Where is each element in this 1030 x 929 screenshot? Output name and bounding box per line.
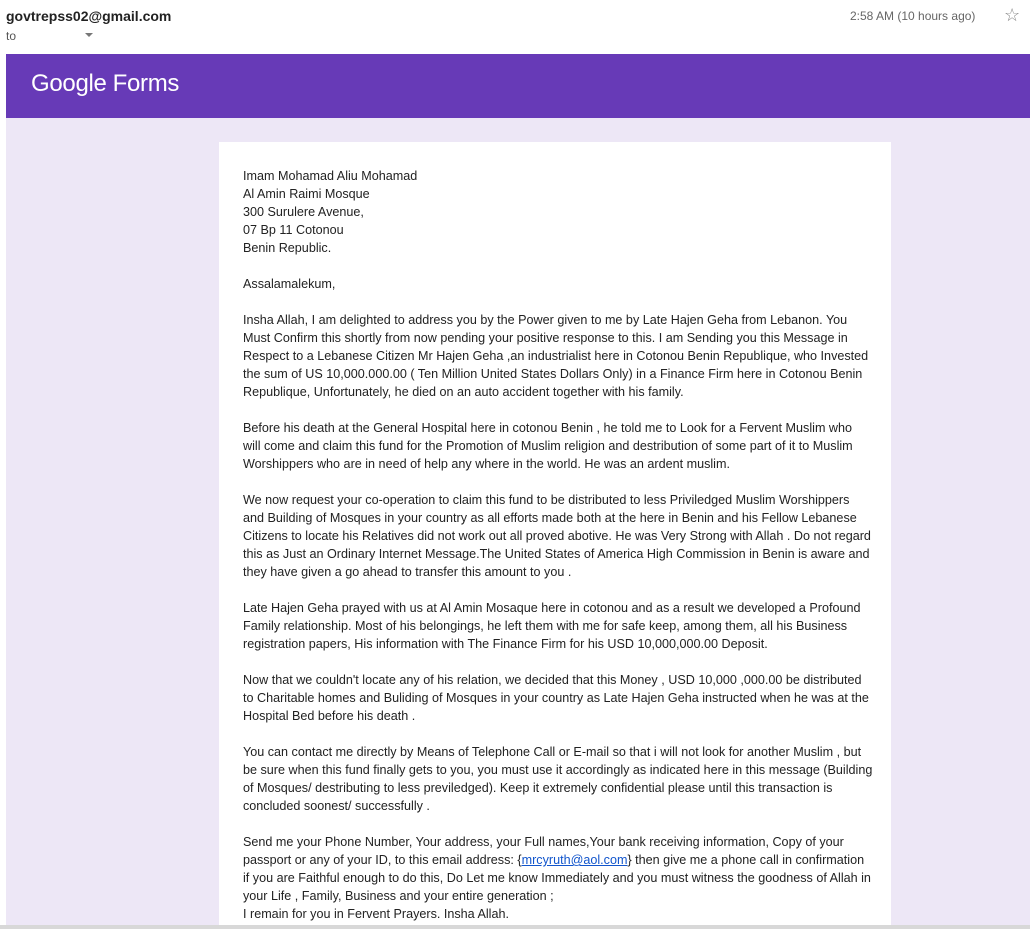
paragraph-4: Late Hajen Geha prayed with us at Al Amin Mosaque here in cotonou and as a result we developed a Profound Family relationship. Most of his belongings, he left them with me for safe keep, among them, all his Business registration papers, His information with The Finance Firm for his USD 10,000,000.00 Deposit. xyxy=(243,601,861,651)
paragraph-7 xyxy=(243,833,873,923)
address-line: 300 Surulere Avenue, xyxy=(243,205,364,219)
paragraph-5: Now that we couldn't locate any of his relation, we decided that this Money , USD 10,000 ,000.00 be distributed to Charitable homes and Buliding of Mosques in your country as Late Hajen Geha instructed when he was at the Hospital Bed before his death . xyxy=(243,673,869,723)
sender-address-block xyxy=(243,167,873,257)
greeting: Assalamalekum, xyxy=(243,277,336,291)
address-line: Benin Republic. xyxy=(243,241,332,255)
closing-line: I remain for you in Fervent Prayers. Insha Allah. xyxy=(243,907,509,921)
google-forms-banner xyxy=(6,54,1030,118)
paragraph-1: Insha Allah, I am delighted to address you by the Power given to me by Late Hajen Geha from Lebanon. You Must Confirm this shortly from now pending your positive response to this. I am Sending you this Message in Respect to a Lebanese Citizen Mr Hajen Geha ,an industrialist here in Cotonou Benin Republique, who Invested the sum of US 10,000.000.00 ( Ten Million United States Dollars Only) in a Finance Firm here in Cotonou Benin Republique, Unfortunately, he died on an auto accident together with his family. xyxy=(243,313,869,399)
recipient-label: to xyxy=(6,29,17,43)
email-link[interactable]: mrcyruth@aol.com xyxy=(521,853,628,867)
sender-address[interactable]: govtrepss02@gmail.com xyxy=(6,8,172,24)
star-icon[interactable]: ☆ xyxy=(1004,5,1021,25)
paragraph-6: You can contact me directly by Means of Telephone Call or E-mail so that i will not look for another Muslim , but be sure when this fund finally gets to you, you must use it accordingly as indicated here in this message (Building of Mosques/ destributing to less previledged). Keep it extremely confidential please until this transaction is concluded soonest/ successfully . xyxy=(243,745,873,813)
message-card xyxy=(219,142,891,925)
paragraph-7-text: Send me your Phone Number, Your address, your Full names,Your bank receiving information, Copy of your passport or any of your ID, to this email address: { xyxy=(243,835,844,867)
address-line: Al Amin Raimi Mosque xyxy=(243,187,370,201)
paragraph-3: We now request your co-operation to claim this fund to be distributed to less Priviledged Muslim Worshippers and Building of Mosques in your country as all efforts made both at the here in Benin and his Fellow Lebanese Citizens to locate his Relatives did not work out all proved abotive. He was Very Strong with Allah . Do not regard this as Just an Ordinary Internet Message.The United States of America High Commission in Benin is aware and they have given a go ahead to transfer this amount to you . xyxy=(243,493,871,579)
brand-name: Google xyxy=(31,70,107,97)
recipient-details-dropdown-icon[interactable] xyxy=(85,33,93,37)
email-header xyxy=(0,0,1030,54)
address-line: 07 Bp 11 Cotonou xyxy=(243,223,344,237)
address-line: Imam Mohamad Aliu Mohamad xyxy=(243,169,418,183)
message-body xyxy=(243,167,873,925)
google-forms-logo xyxy=(31,70,179,98)
product-name: Forms xyxy=(112,70,180,97)
paragraph-7-text-cont: } then give me a phone call in confirmation if you are Faithful enough to do this, Do Let me know Immediately and you must witness the goodness of Allah in your Life , Family, Business and your entire generation ; xyxy=(243,853,871,903)
received-time: 2:58 AM (10 hours ago) xyxy=(850,9,976,23)
window-bottom-edge xyxy=(0,925,1030,929)
paragraph-2: Before his death at the General Hospital here in cotonou Benin , he told me to Look for a Fervent Muslim who will come and claim this fund for the Promotion of Muslim religion and destribution of some part of it to Muslim Worshippers who are in need of help any where in the world. He was an ardent muslim. xyxy=(243,421,853,471)
